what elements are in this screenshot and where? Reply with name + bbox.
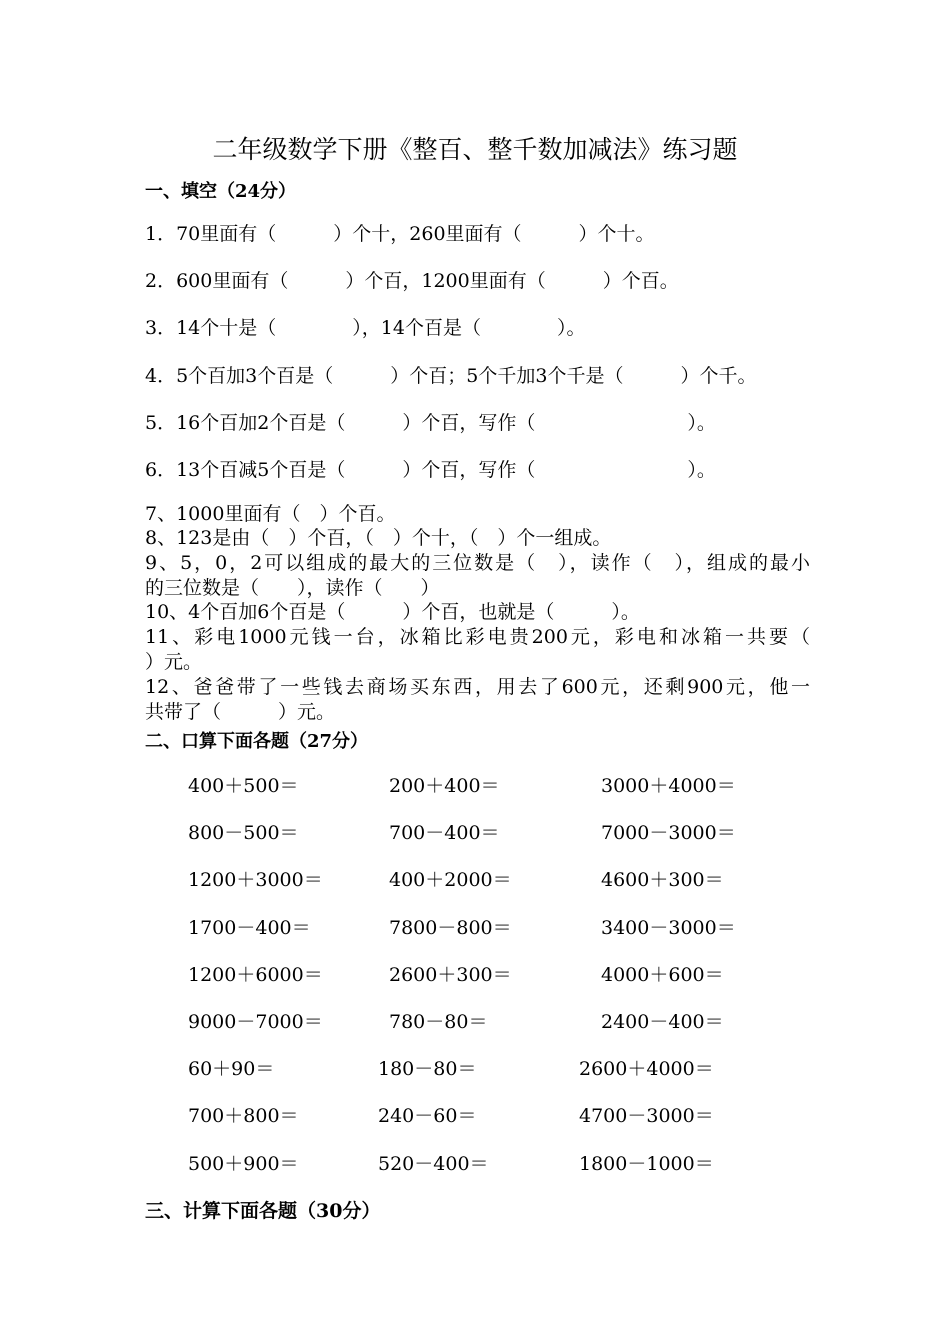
- calc-r2-c1: 800－500＝: [188, 822, 299, 844]
- fill-item-2: 2．600里面有（ ）个百，1200里面有（ ）个百。: [145, 270, 679, 292]
- calc-r4-c2: 7800－800＝: [389, 917, 512, 939]
- fill-item-12-line-1: 12、爸爸带了一些钱去商场买东西，用去了600元，还剩900元，他一: [145, 676, 810, 698]
- fill-item-4: 4．5个百加3个百是（ ）个百；5个千加3个千是（ ）个千。: [145, 365, 757, 387]
- calc-r6-c3: 2400－400＝: [601, 1011, 724, 1033]
- fill-item-9-line-2: 的三位数是（ ），读作（ ）: [145, 577, 440, 599]
- calc-r9-c3: 1800－1000＝: [579, 1153, 714, 1175]
- calc-r4-c1: 1700－400＝: [188, 917, 311, 939]
- fill-item-11-line-1: 11、彩电1000元钱一台，冰箱比彩电贵200元，彩电和冰箱一共要（: [145, 626, 810, 648]
- calc-r8-c2: 240－60＝: [378, 1105, 477, 1127]
- fill-item-3: 3．14个十是（ ），14个百是（ ）。: [145, 317, 586, 339]
- calc-r7-c1: 60＋90＝: [188, 1058, 275, 1080]
- fill-item-6: 6．13个百减5个百是（ ）个百，写作（ ）。: [145, 459, 716, 481]
- fill-item-9-line-1: 9、5，0，2可以组成的最大的三位数是（ ），读作（ ），组成的最小: [145, 552, 810, 574]
- section-1-heading: 一、填空（24分）: [145, 181, 297, 202]
- calc-r8-c1: 700＋800＝: [188, 1105, 299, 1127]
- calc-r5-c1: 1200＋6000＝: [188, 964, 323, 986]
- fill-item-11-line-2: ）元。: [145, 651, 203, 673]
- fill-item-10: 10、4个百加6个百是（ ）个百，也就是（ ）。: [145, 601, 640, 623]
- calc-r2-c3: 7000－3000＝: [601, 822, 736, 844]
- fill-item-5: 5．16个百加2个百是（ ）个百，写作（ ）。: [145, 412, 716, 434]
- fill-item-1: 1．70里面有（ ）个十，260里面有（ ）个十。: [145, 223, 655, 245]
- calc-r8-c3: 4700－3000＝: [579, 1105, 714, 1127]
- fill-item-8: 8、123是由（ ）个百，（ ）个十，（ ）个一组成。: [145, 527, 612, 549]
- calc-r5-c2: 2600＋300＝: [389, 964, 512, 986]
- calc-r7-c2: 180－80＝: [378, 1058, 477, 1080]
- calc-r9-c2: 520－400＝: [378, 1153, 489, 1175]
- calc-r6-c2: 780－80＝: [389, 1011, 488, 1033]
- calc-r7-c3: 2600＋4000＝: [579, 1058, 714, 1080]
- calc-r3-c1: 1200＋3000＝: [188, 869, 323, 891]
- section-3-heading: 三、计算下面各题（30分）: [145, 1200, 381, 1222]
- calc-r5-c3: 4000＋600＝: [601, 964, 724, 986]
- calc-r1-c2: 200＋400＝: [389, 775, 500, 797]
- calc-r6-c1: 9000－7000＝: [188, 1011, 323, 1033]
- fill-item-7: 7、1000里面有（ ）个百。: [145, 503, 396, 525]
- calc-r9-c1: 500＋900＝: [188, 1153, 299, 1175]
- calc-r1-c1: 400＋500＝: [188, 775, 299, 797]
- page-title: 二年级数学下册《整百、整千数加减法》练习题: [212, 135, 738, 164]
- calc-r3-c3: 4600＋300＝: [601, 869, 724, 891]
- calc-r1-c3: 3000＋4000＝: [601, 775, 736, 797]
- calc-r2-c2: 700－400＝: [389, 822, 500, 844]
- section-2-heading: 二、口算下面各题（27分）: [145, 731, 369, 752]
- calc-r4-c3: 3400－3000＝: [601, 917, 736, 939]
- fill-item-12-line-2: 共带了（ ）元。: [145, 701, 336, 723]
- calc-r3-c2: 400＋2000＝: [389, 869, 512, 891]
